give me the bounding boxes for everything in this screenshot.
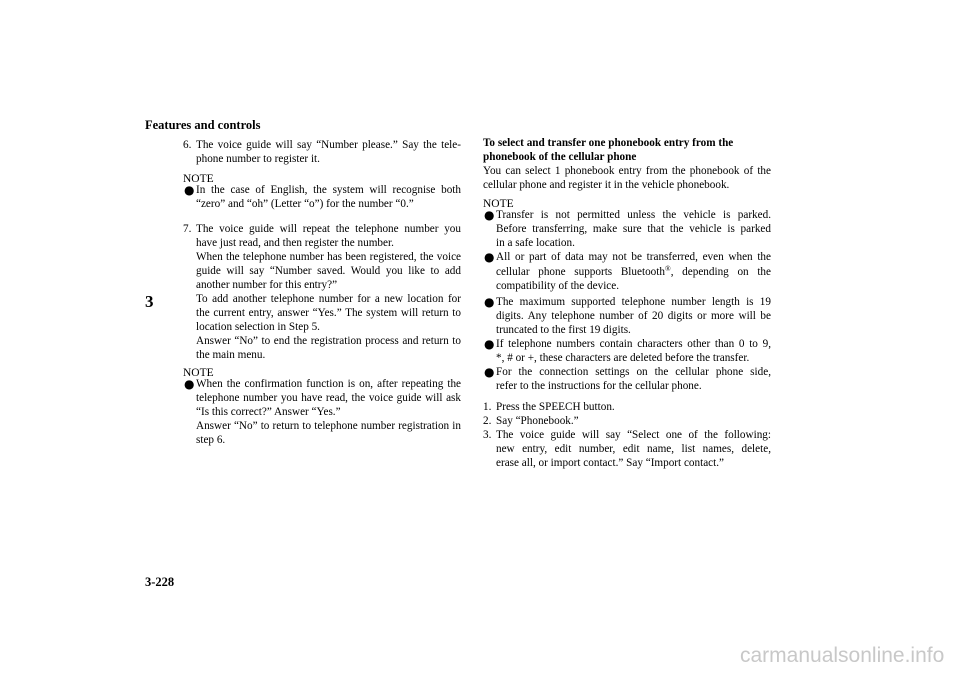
registered-mark: ®	[664, 264, 671, 273]
text-line: Answer “No” to end the registration process and return to	[196, 335, 461, 347]
watermark: carmanualsonline.info	[740, 644, 945, 667]
text-line: another number for this entry?”	[196, 279, 338, 291]
note-bullet-text	[496, 250, 771, 293]
text-line: Say “Phonebook.”	[496, 415, 579, 427]
text-line: When the confirmation function is on, after repeating the	[196, 378, 461, 390]
text-line: have just read, and then register the number.	[196, 237, 394, 249]
text-line: All or part of data may not be transferred, even when the	[496, 251, 771, 263]
step-3-text	[496, 428, 771, 470]
section-title: Features and controls	[145, 118, 261, 132]
text-line: phone number to register it.	[196, 153, 320, 165]
text-line: To add another telephone number for a new location for	[196, 293, 461, 305]
bullet-icon: ●	[484, 250, 495, 264]
text-line: Press the SPEECH button.	[496, 401, 615, 413]
text-line: The voice guide will repeat the telephone number you	[196, 223, 461, 235]
text-line: the main menu.	[196, 349, 266, 361]
bullet-icon: ●	[184, 377, 195, 391]
step-number: 2.	[483, 415, 492, 427]
note-bullet-text	[496, 295, 771, 337]
text-line: *, # or +, these characters are deleted before the transfer.	[496, 352, 750, 364]
step-1-text	[496, 400, 771, 414]
text-line: cellular phone and register it in the vehicle phonebook.	[483, 179, 730, 191]
step-7-text	[196, 222, 461, 362]
note-label: NOTE	[183, 367, 214, 379]
chapter-tab: 3	[145, 292, 154, 311]
step-number: 1.	[483, 401, 492, 413]
text-line: Before transferring, make sure that the vehicle is parked	[496, 223, 771, 235]
text-line: The maximum supported telephone number length is 19	[496, 296, 771, 308]
bullet-icon: ●	[484, 208, 495, 222]
note-bullet-text	[196, 377, 461, 447]
text-line: location selection in Step 5.	[196, 321, 320, 333]
step-number: 3.	[483, 429, 492, 441]
step-2-text	[496, 414, 771, 428]
step-number: 7.	[183, 223, 192, 235]
text-line: in a safe location.	[496, 237, 575, 249]
text-line: Transfer is not permitted unless the vehicle is parked.	[496, 209, 771, 221]
text-line: refer to the instructions for the cellular phone.	[496, 380, 702, 392]
step-number: 6.	[183, 139, 192, 151]
text-line	[496, 264, 771, 279]
intro-paragraph	[483, 164, 771, 192]
note-label: NOTE	[183, 173, 214, 185]
text-line: erase all, or import contact.” Say “Import contact.”	[496, 457, 725, 469]
text-line: step 6.	[196, 434, 226, 446]
note-bullet-text	[496, 208, 771, 250]
text-line: new entry, edit number, edit name, list names, delete,	[496, 443, 771, 455]
bullet-icon: ●	[484, 365, 495, 379]
subsection-heading	[483, 136, 733, 164]
text-line: “Is this correct?” Answer “Yes.”	[196, 406, 341, 418]
text-line: telephone number you have read, the voice guide will ask	[196, 392, 461, 404]
text-line: For the connection settings on the cellular phone side,	[496, 366, 771, 378]
heading-line: phonebook of the cellular phone	[483, 151, 637, 163]
text-line: “zero” and “oh” (Letter “o”) for the number “0.”	[196, 198, 414, 210]
text-line: guide will say “Number saved. Would you like to add	[196, 265, 461, 277]
text-line: The voice guide will say “Select one of the following:	[496, 429, 771, 441]
note-bullet-text	[496, 337, 771, 365]
text-fragment: , depending on the	[670, 266, 771, 278]
note-label: NOTE	[483, 198, 514, 210]
text-line: Answer “No” to return to telephone number registration in	[196, 420, 461, 432]
text-fragment: cellular phone supports Bluetooth	[496, 266, 665, 278]
text-line: the current entry, answer “Yes.” The system will return to	[196, 307, 461, 319]
bullet-icon: ●	[484, 337, 495, 351]
text-line: compatibility of the device.	[496, 280, 620, 292]
text-line: You can select 1 phonebook entry from the phonebook of the	[483, 165, 771, 177]
step-6-text	[196, 138, 461, 166]
bullet-icon: ●	[184, 183, 195, 197]
text-line: If telephone numbers contain characters other than 0 to 9,	[496, 338, 771, 350]
text-line: truncated to the first 19 digits.	[496, 324, 631, 336]
text-line: In the case of English, the system will recognise both	[196, 184, 461, 196]
heading-line: To select and transfer one phonebook entry from the	[483, 137, 734, 149]
page-number: 3-228	[145, 575, 175, 589]
note-bullet-text	[496, 365, 771, 393]
text-line: The voice guide will say “Number please.” Say the tele-	[196, 139, 461, 151]
text-line: When the telephone number has been registered, the voice	[196, 251, 461, 263]
note-bullet-text	[196, 183, 461, 211]
text-line: digits. Any telephone number of 20 digits or more will be	[496, 310, 771, 322]
bullet-icon: ●	[484, 295, 495, 309]
